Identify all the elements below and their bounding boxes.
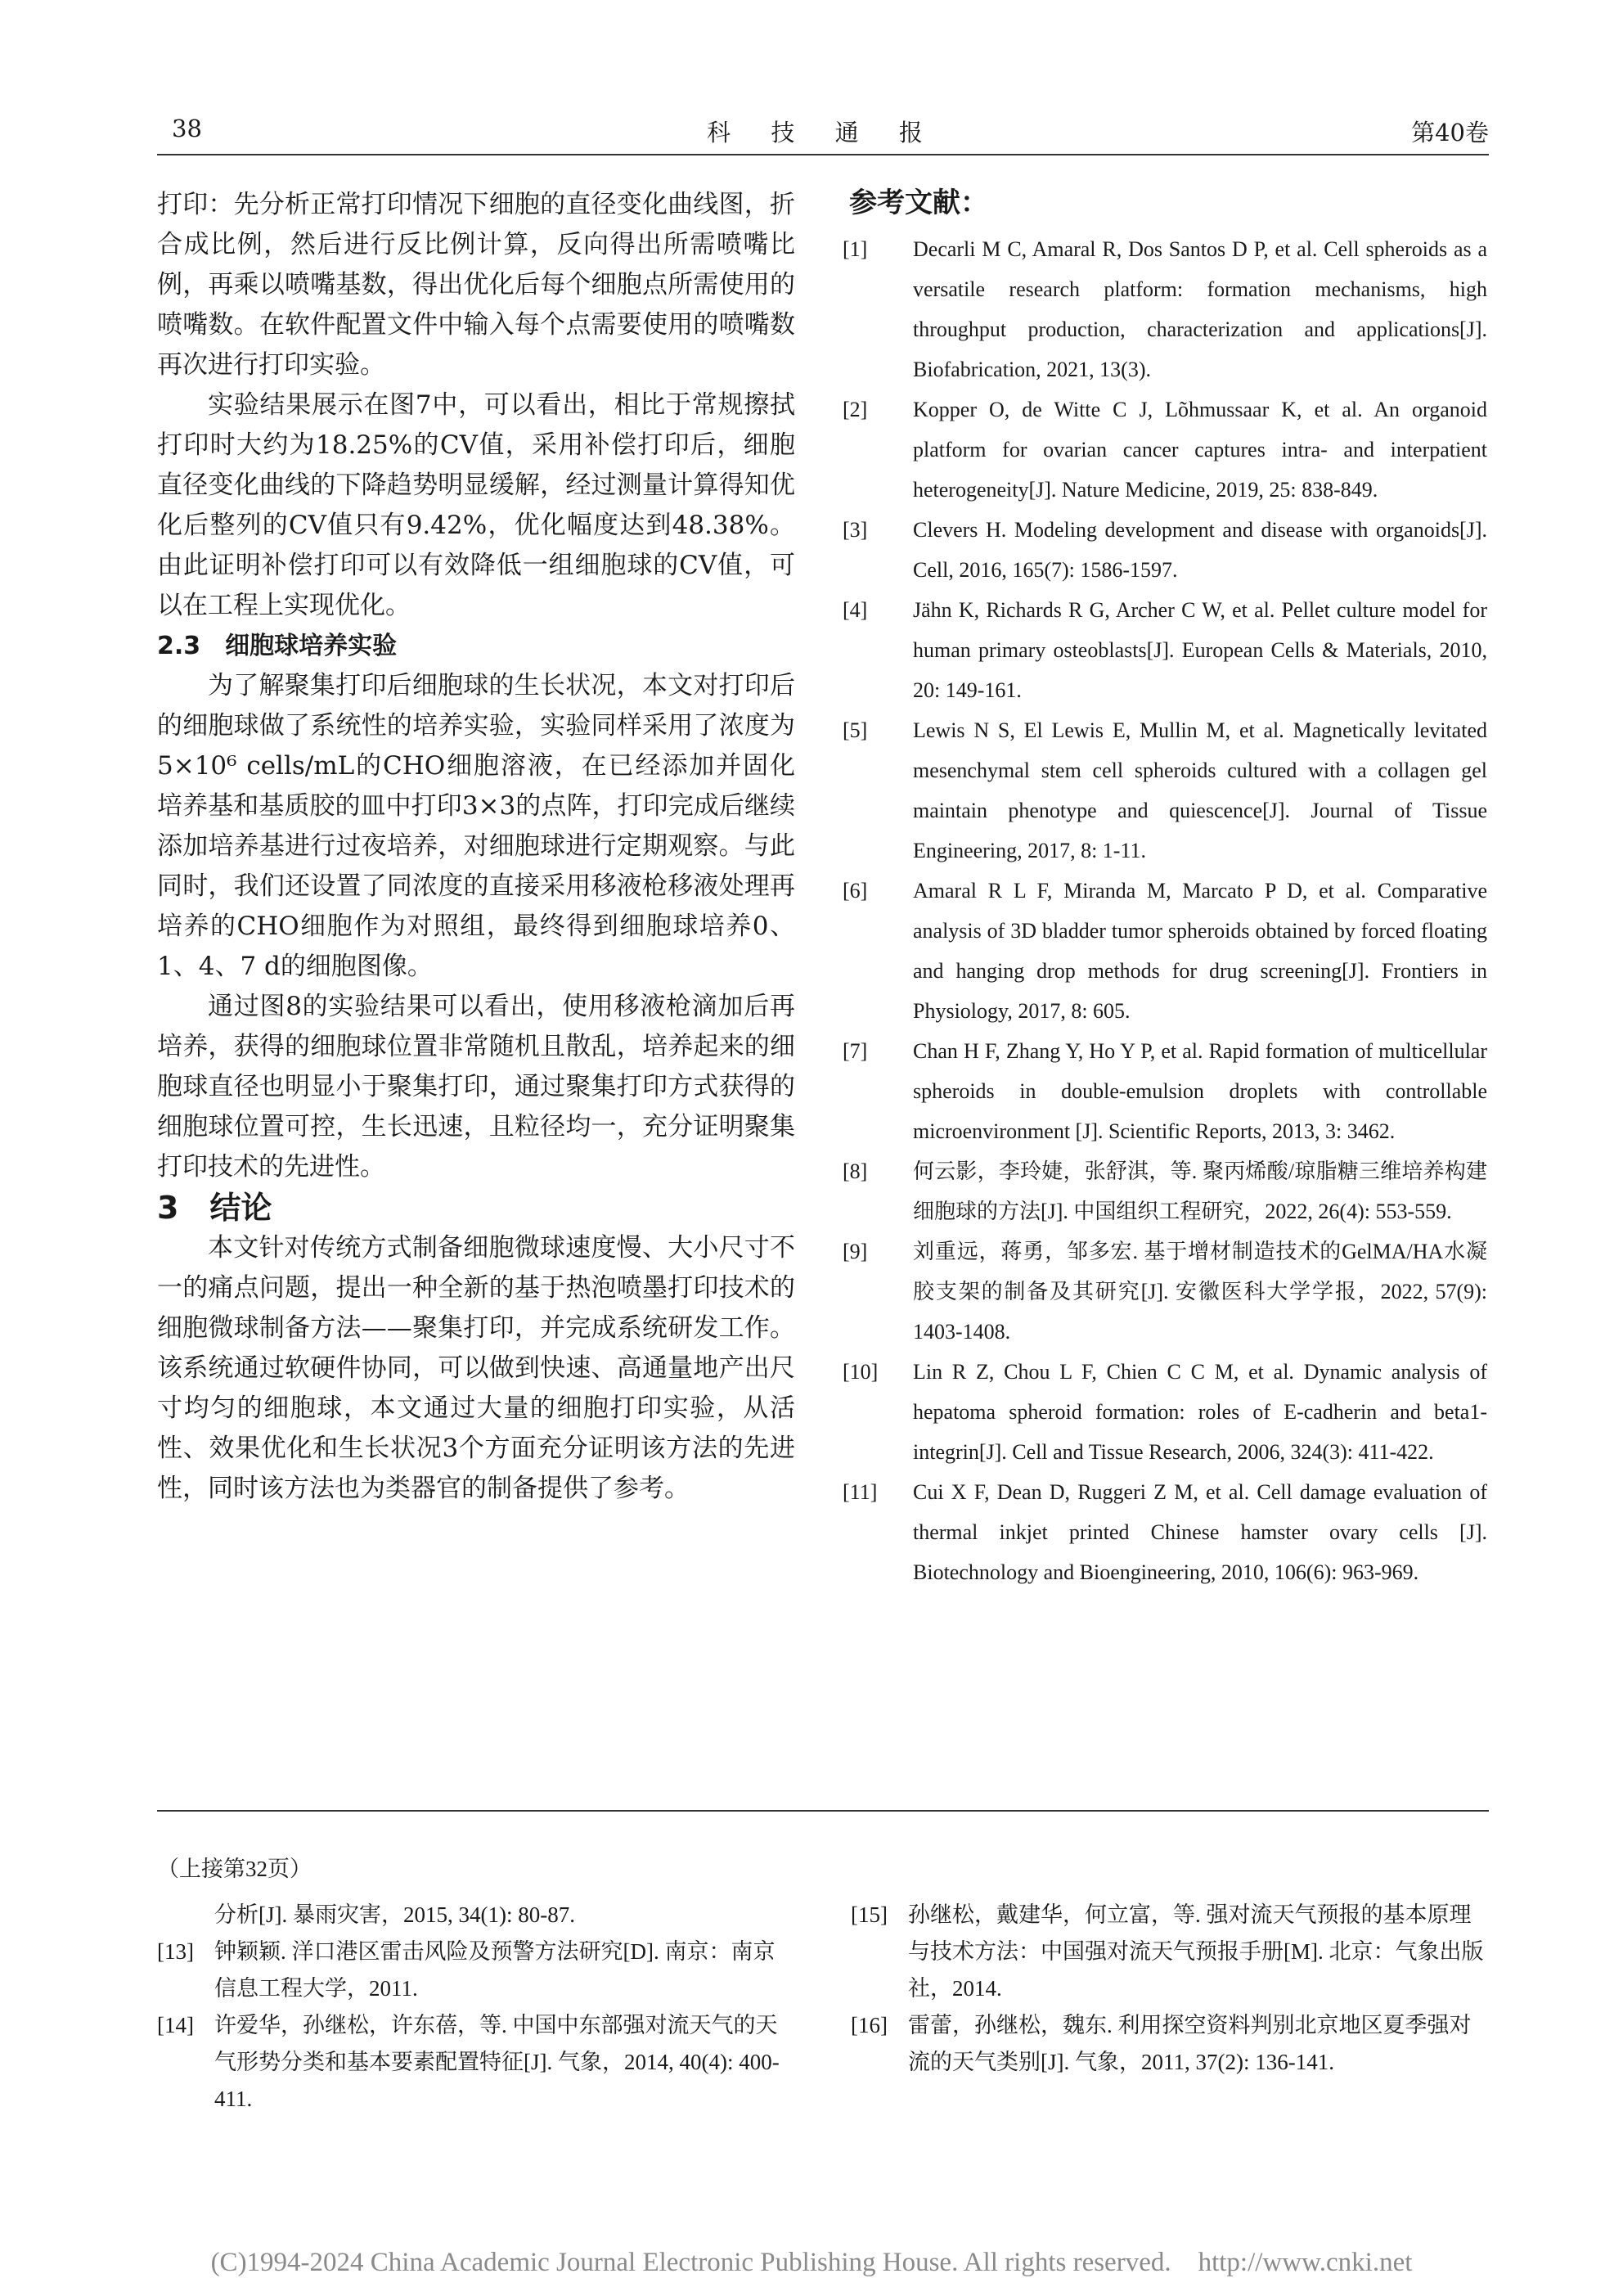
reference-text: Amaral R L F, Miranda M, Marcato P D, et al. Comparative analysis of 3D bladder tumor spheroids obtained by forced floating and hanging drop methods for drug screening[J]. Frontiers in Physiology, 2017, 8: 605. [913, 879, 1487, 1023]
reference-number: [1] [843, 237, 868, 261]
reference-number: [8] [843, 1159, 868, 1183]
reference-number: [11] [843, 1480, 878, 1504]
reference-text: Jähn K, Richards R G, Archer C W, et al. Pellet culture model for human primary osteoblasts[J]. European Cells & Materials, 2010, 20: 149-161. [913, 598, 1487, 702]
page-number: 38 [172, 115, 202, 142]
reference-number: [2] [843, 398, 868, 421]
paragraph: 通过图8的实验结果可以看出，使用移液枪滴加后再培养，获得的细胞球位置非常随机且散乱，培养起来的细胞球直径也明显小于聚集打印，通过聚集打印方式获得的细胞球位置可控，生长迅速，且粒径均一，充分证明聚集打印技术的先进性。 [157, 992, 795, 1182]
section-heading-3: 3 结论 [157, 1190, 272, 1226]
paragraph: 为了解聚集打印后细胞球的生长状况，本文对打印后的细胞球做了系统性的培养实验，实验同样采用了浓度为5×10⁶ cells/mL的CHO细胞溶液，在已经添加并固化培养基和基质胶的皿中打印3×3的点阵，打印完成后继续添加培养基进行过夜培养，对细胞球进行定期观察。与此同时，我们还设置了同浓度的直接采用移液枪移液处理再培养的CHO细胞作为对照组，最终得到细胞球培养0、1、4、7 d的细胞图像。 [157, 671, 795, 981]
reference-number: [16] [851, 2013, 888, 2037]
reference-item [157, 1897, 795, 1934]
reference-item [843, 389, 1487, 510]
reference-item [843, 871, 1487, 1031]
reference-number: [6] [843, 879, 868, 903]
section-divider [157, 1810, 1489, 1812]
reference-number: [13] [157, 1939, 194, 1964]
reference-number: [7] [843, 1039, 868, 1063]
reference-text: 刘重远，蒋勇，邹多宏. 基于增材制造技术的GelMA/HA水凝胶支架的制备及其研究[J]. 安徽医科大学学报，2022, 57(9): 1403-1408. [913, 1240, 1487, 1344]
reference-item [843, 590, 1487, 710]
reference-text: Lewis N S, El Lewis E, Mullin M, et al. Magnetically levitated mesenchymal stem cell spheroids cultured with a collagen gel maintain phenotype and quiescence[J]. Journal of Tissue Engineering, 2017, 8: 1-11. [913, 718, 1487, 862]
reference-item [843, 229, 1487, 389]
left-column [157, 185, 795, 1509]
reference-text: 分析[J]. 暴雨灾害，2015, 34(1): 80-87. [214, 1902, 575, 1927]
reference-item [843, 1151, 1487, 1231]
continuation-label: （上接第32页） [157, 1857, 312, 1881]
reference-item [851, 2007, 1489, 2081]
references-heading: 参考文献： [849, 187, 988, 219]
references-column [843, 185, 1487, 1592]
reference-text: 许爱华，孙继松，许东蓓，等. 中国中东部强对流天气的天气形势分类和基本要素配置特征[J]. 气象，2014, 40(4): 400-411. [214, 2013, 780, 2111]
page-header [157, 115, 1489, 155]
section-heading-2-3: 2.3 细胞球培养实验 [157, 632, 398, 660]
reference-list [843, 229, 1487, 1592]
reference-item [843, 1352, 1487, 1472]
reference-item [843, 710, 1487, 871]
reference-item [843, 1472, 1487, 1592]
paragraph: 打印：先分析正常打印情况下细胞的直径变化曲线图，折合成比例，然后进行反比例计算，反向得出所需喷嘴比例，再乘以喷嘴基数，得出优化后每个细胞点所需使用的喷嘴数。在软件配置文件中输入每个点需要使用的喷嘴数再次进行打印实验。 [157, 190, 795, 380]
reference-number: [9] [843, 1240, 868, 1263]
paragraph: 本文针对传统方式制备细胞微球速度慢、大小尺寸不一的痛点问题，提出一种全新的基于热泡喷墨打印技术的细胞微球制备方法——聚集打印，并完成系统研发工作。该系统通过软硬件协同，可以做到快速、高通量地产出尺寸均匀的细胞球，本文通过大量的细胞打印实验，从活性、效果优化和生长状况3个方面充分证明该方法的先进性，同时该方法也为类器官的制备提供了参考。 [157, 1233, 795, 1503]
reference-text: Clevers H. Modeling development and disease with organoids[J]. Cell, 2016, 165(7): 1586-1597. [913, 518, 1487, 582]
reference-text: Cui X F, Dean D, Ruggeri Z M, et al. Cell damage evaluation of thermal inkjet printed Chinese hamster ovary cells [J]. Biotechnology and Bioengineering, 2010, 106(6): 963-969. [913, 1480, 1487, 1584]
reference-number: [10] [843, 1360, 879, 1384]
volume-label: 第40卷 [1411, 119, 1489, 146]
paragraph: 实验结果展示在图7中，可以看出，相比于常规擦拭打印时大约为18.25%的CV值，采用补偿打印后，细胞直径变化曲线的下降趋势明显缓解，经过测量计算得知优化后整列的CV值只有9.42%，优化幅度达到48.38%。由此证明补偿打印可以有效降低一组细胞球的CV值，可以在工程上实现优化。 [157, 390, 795, 620]
reference-text: 钟颖颖. 洋口港区雷击风险及预警方法研究[D]. 南京：南京信息工程大学，2011. [214, 1939, 776, 2001]
reference-text: Decarli M C, Amaral R, Dos Santos D P, et al. Cell spheroids as a versatile research platform: formation mechanisms, high throughput production, characterization and applications[J]. Biofabrication, 2021, 13(3). [913, 237, 1487, 381]
reference-text: 何云影，李玲婕，张舒淇，等. 聚丙烯酸/琼脂糖三维培养构建细胞球的方法[J]. 中国组织工程研究，2022, 26(4): 553-559. [913, 1159, 1487, 1223]
reference-text: 雷蕾，孙继松，魏东. 利用探空资料判别北京地区夏季强对流的天气类别[J]. 气象，2011, 37(2): 136-141. [908, 2013, 1472, 2074]
reference-text: Lin R Z, Chou L F, Chien C C M, et al. Dynamic analysis of hepatoma spheroid formation: roles of E-cadherin and beta1-integrin[J]. Cell and Tissue Research, 2006, 324(3): 411-422. [913, 1360, 1487, 1464]
reference-text: Chan H F, Zhang Y, Ho Y P, et al. Rapid formation of multicellular spheroids in double-emulsion droplets with controllable microenvironment [J]. Scientific Reports, 2013, 3: 3462. [913, 1039, 1487, 1143]
reference-number: [14] [157, 2013, 194, 2037]
reference-text: 孙继松，戴建华，何立富，等. 强对流天气预报的基本原理与技术方法：中国强对流天气预报手册[M]. 北京：气象出版社，2014. [908, 1902, 1484, 2001]
header-rule [157, 154, 1489, 155]
reference-item [851, 1897, 1489, 2007]
reference-number: [5] [843, 718, 868, 742]
continued-references-right [851, 1897, 1489, 2081]
reference-number: [15] [851, 1902, 888, 1927]
reference-item [157, 2007, 795, 2118]
reference-number: [3] [843, 518, 868, 542]
journal-title: 科 技 通 报 [707, 119, 939, 146]
reference-item [157, 1934, 795, 2007]
copyright-footer: (C)1994-2024 China Academic Journal Electronic Publishing House. All rights reserved. http://www.cnki.net [210, 2248, 1413, 2277]
continued-references-left [157, 1897, 795, 2118]
reference-text: Kopper O, de Witte C J, Lõhmussaar K, et al. An organoid platform for ovarian cancer captures intra- and interpatient heterogeneity[J]. Nature Medicine, 2019, 25: 838-849. [913, 398, 1487, 502]
reference-item [843, 510, 1487, 590]
reference-item [843, 1031, 1487, 1151]
reference-item [843, 1231, 1487, 1352]
reference-number: [4] [843, 598, 868, 622]
